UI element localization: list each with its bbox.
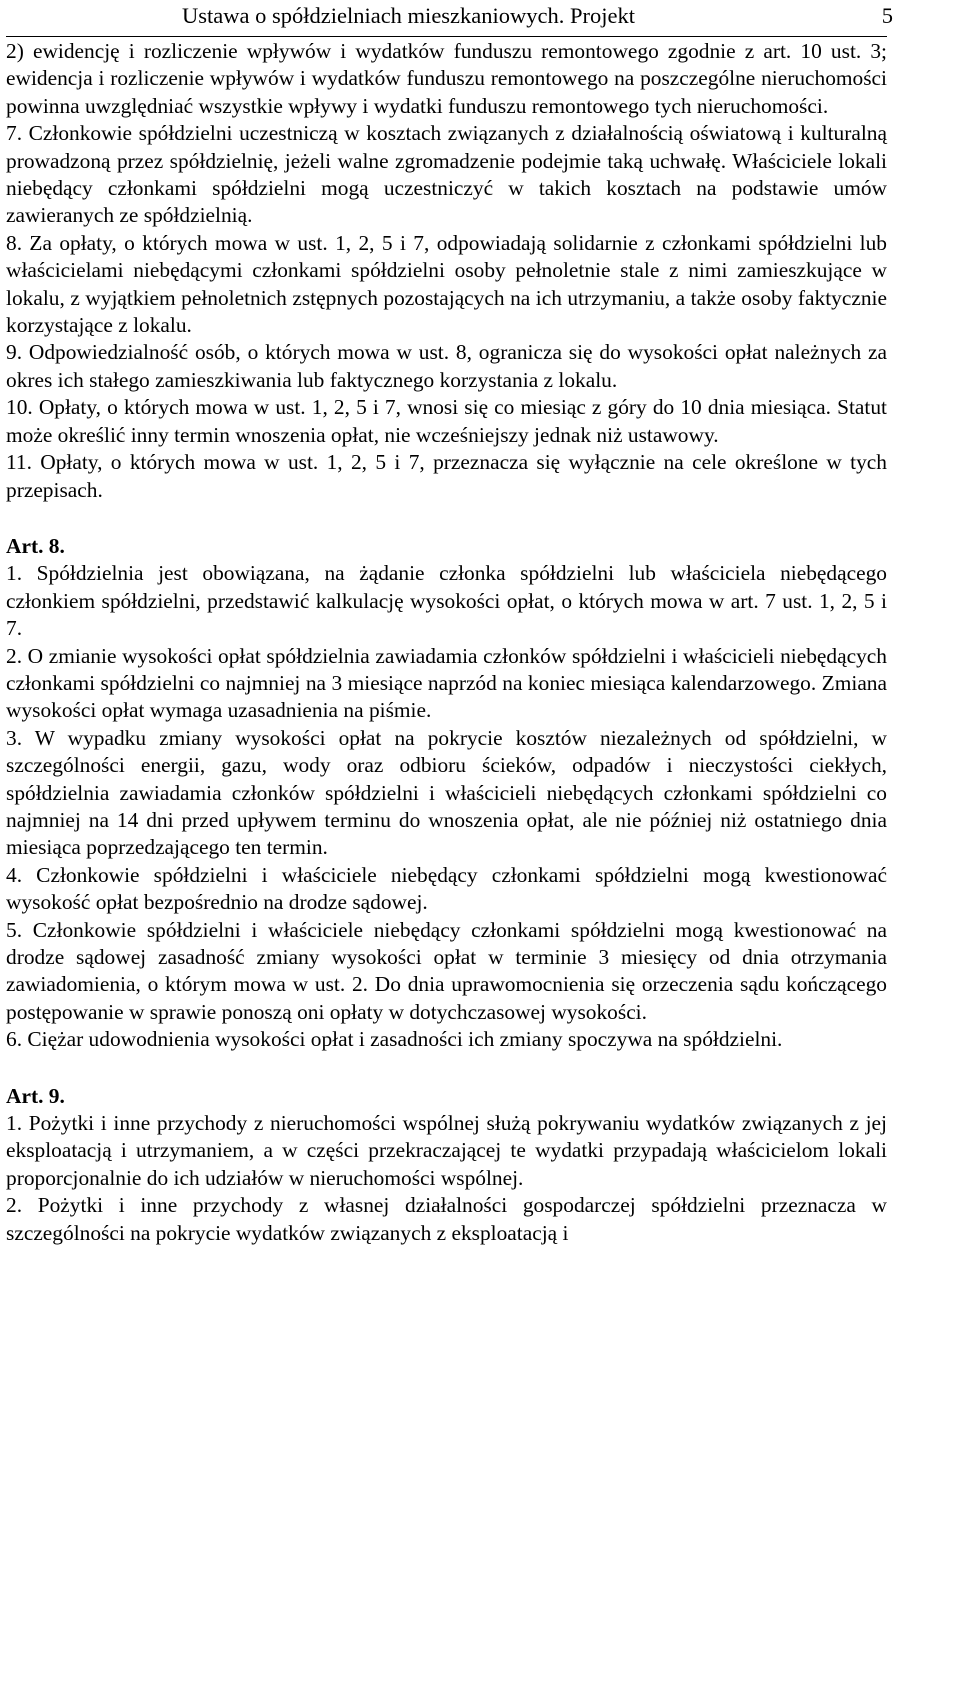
- header-title: Ustawa o spółdzielniach mieszkaniowych. Projekt: [182, 3, 636, 28]
- article-8-paragraph-5: 5. Członkowie spółdzielni i właściciele niebędący członkami spółdzielni mogą kwestionować na drodze sądowej zasadność zmiany wysokości opłat w terminie 3 miesięcy od dnia otrzymania zawiadomienia, o którym mowa w ust. 2. Do dnia uprawomocnienia się orzeczenia sądu kończącego postępowanie w sprawie ponoszą oni opłaty w dotychczasowej wysokości.: [6, 917, 887, 1024]
- document-page: [6, 0, 893, 1247]
- paragraph-ust-7: 7. Członkowie spółdzielni uczestniczą w kosztach związanych z działalnością oświatową i kulturalną prowadzoną przez spółdzielnię, jeżeli walne zgromadzenie podejmie taką uchwałę. Właściciele lokali niebędący członkami spółdzielni mogą uczestniczyć w takich kosztach na podstawie umów zawieranych ze spółdzielnią.: [6, 121, 887, 228]
- article-8-paragraph-1: 1. Spółdzielnia jest obowiązana, na żądanie członka spółdzielni lub właściciela niebędącego członkiem spółdzielni, przedstawić kalkulację wysokości opłat, o których mowa w art. 7 ust. 1, 2, 5 i 7.: [6, 561, 887, 641]
- article-9-paragraph-2: 2. Pożytki i inne przychody z własnej działalności gospodarczej spółdzielni przeznacza w szczególności na pokrycie wydatków związanych z eksploatacją i: [6, 1193, 887, 1245]
- article-8-paragraph-6: 6. Ciężar udowodnienia wysokości opłat i zasadności ich zmiany spoczywa na spółdzielni.: [6, 1027, 783, 1052]
- article-9-paragraph-1: 1. Pożytki i inne przychody z nieruchomości wspólnej służą pokrywaniu wydatków związanych z jej eksploatacją i utrzymaniem, a w części przekraczającej te wydatki przypadają właścicielom lokali proporcjonalnie do ich udziałów w nieruchomości wspólnej.: [6, 1111, 887, 1190]
- document-body: [6, 38, 887, 1247]
- article-heading: Art. 9.: [6, 1083, 65, 1108]
- article-9: [6, 1083, 887, 1247]
- paragraph-ust-10: 10. Opłaty, o których mowa w ust. 1, 2, 5 i 7, wnosi się co miesiąc z góry do 10 dnia miesiąca. Statut może określić inny termin wnoszenia opłat, nie wcześniejszy jednak niż ustawowy.: [6, 395, 887, 447]
- article-8-paragraph-2: 2. O zmianie wysokości opłat spółdzielnia zawiadamia członków spółdzielni i właścicieli niebędących członkami spółdzielni co najmniej na 3 miesiące naprzód na koniec miesiąca kalendarzowego. Zmiana wysokości opłat wymaga uzasadnienia na piśmie.: [6, 643, 887, 723]
- article-8: [6, 533, 887, 1054]
- paragraph-ust-11: 11. Opłaty, o których mowa w ust. 1, 2, 5 i 7, przeznacza się wyłącznie na cele określone w tych przepisach.: [6, 450, 887, 502]
- article-8-paragraph-4: 4. Członkowie spółdzielni i właściciele niebędący członkami spółdzielni mogą kwestionować wysokość opłat bezpośrednio na drodze sądowej.: [6, 862, 887, 915]
- page-number: 5: [881, 3, 893, 28]
- section-spacer: [6, 1054, 887, 1083]
- article-8-paragraph-3: 3. W wypadku zmiany wysokości opłat na pokrycie kosztów niezależnych od spółdzielni, w szczególności energii, gazu, wody oraz odbioru ścieków, odpadów i nieczystości ciekłych, spółdzielnia zawiadamia członków spółdzielni i właścicieli niebędących członkami spółdzielni co najmniej na 14 dni przed upływem terminu do wnoszenia opłat, ale nie później niż ostatniego dnia miesiąca poprzedzającego ten termin.: [6, 725, 887, 860]
- paragraph-ust-8: 8. Za opłaty, o których mowa w ust. 1, 2, 5 i 7, odpowiadają solidarnie z członkami spółdzielni lub właścicielami niebędącymi członkami spółdzielni osoby pełnoletnie stale z nimi zamieszkujące w lokalu, z wyjątkiem pełnoletnich zstępnych pozostających na ich utrzymaniu, a także osoby faktycznie korzystające z lokalu.: [6, 230, 887, 338]
- article-heading: Art. 8.: [6, 533, 65, 558]
- paragraph-ust-9: 9. Odpowiedzialność osób, o których mowa w ust. 8, ogranicza się do wysokości opłat należnych za okres ich stałego zamieszkiwania lub faktycznego korzystania z lokalu.: [6, 340, 887, 392]
- section-spacer: [6, 504, 887, 533]
- page-header: [6, 0, 893, 37]
- paragraph-item-2: 2) ewidencję i rozliczenie wpływów i wydatków funduszu remontowego zgodnie z art. 10 ust. 3; ewidencja i rozliczenie wpływów i wydatków funduszu remontowego na poszczególne nieruchomości powinna uwzględniać wszystkie wpływy i wydatki funduszu remontowego tych nieruchomości.: [6, 39, 887, 118]
